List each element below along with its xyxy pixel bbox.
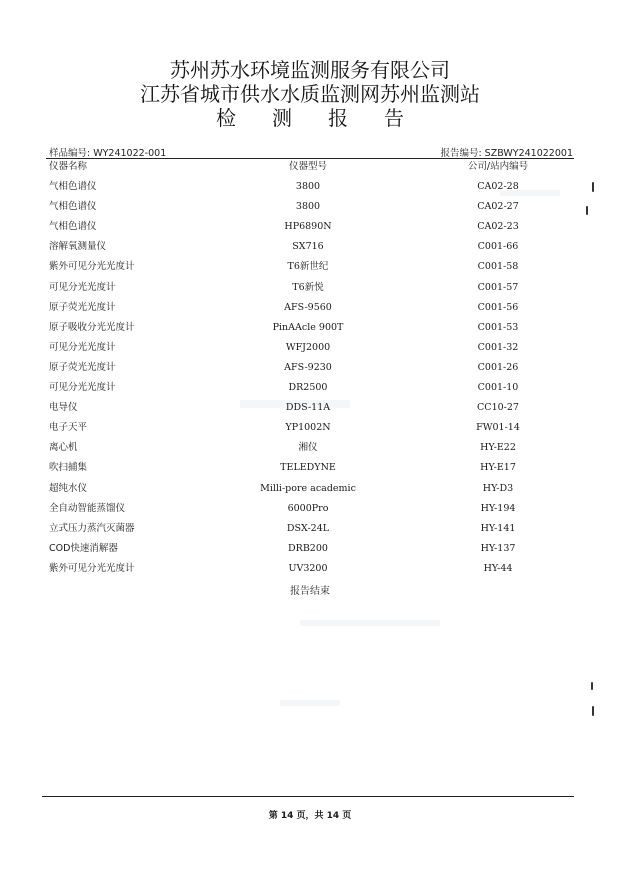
instrument-id: CA02-23 <box>477 221 519 233</box>
instrument-model: TELEDYNE <box>280 462 336 474</box>
table-row <box>46 519 574 539</box>
station-name: 江苏省城市供水水质监测网苏州监测站 <box>140 82 480 106</box>
instrument-id: C001-26 <box>477 361 519 373</box>
instrument-name: 气相色谱仪 <box>49 181 97 192</box>
column-header-name: 仪器名称 <box>49 161 88 172</box>
instrument-name: 全自动智能蒸馏仪 <box>49 502 126 514</box>
instrument-id: HY-194 <box>480 502 516 514</box>
instrument-model: HP6890N <box>284 221 332 233</box>
instrument-id: C001-10 <box>477 382 519 393</box>
instrument-id: CA02-28 <box>477 181 519 192</box>
instrument-model: PinAAcle 900T <box>272 321 344 333</box>
instrument-name: 吹扫捕集 <box>49 462 88 474</box>
instrument-id: FW01-14 <box>476 422 520 434</box>
instrument-model: UV3200 <box>288 562 328 574</box>
instrument-model: DSX-24L <box>286 522 330 534</box>
instrument-id: HY-E17 <box>480 462 516 474</box>
instrument-name: 气相色谱仪 <box>49 201 97 213</box>
page-number: 第 14 页，共 14 页 <box>268 811 352 821</box>
instrument-name: 溶解氧测量仪 <box>49 241 107 253</box>
instrument-id: C001-66 <box>477 241 519 253</box>
sample-number: 样品编号: WY241022-001 <box>49 148 167 159</box>
table-row <box>46 559 574 579</box>
instrument-id: HY-E22 <box>480 442 516 454</box>
instrument-model: 湘仪 <box>298 442 318 454</box>
column-header-id: 公司/站内编号 <box>467 161 529 172</box>
instrument-id: HY-137 <box>480 542 516 554</box>
instrument-model: Milli-pore academic <box>260 482 356 494</box>
punch-mark <box>586 206 588 215</box>
instrument-model: DR2500 <box>288 382 328 393</box>
table-row <box>46 177 574 197</box>
punch-mark <box>591 682 593 690</box>
table-row <box>46 458 574 478</box>
instrument-model: DRB200 <box>288 542 328 554</box>
instrument-name: 立式压力蒸汽灭菌器 <box>49 522 135 534</box>
instrument-name: 气相色谱仪 <box>49 221 97 233</box>
instrument-model: SX716 <box>292 241 324 253</box>
instrument-id: CA02-27 <box>477 201 519 213</box>
instrument-name: 可见分光光度计 <box>49 341 116 353</box>
instrument-id: HY-44 <box>483 562 513 574</box>
instrument-name: 电子天平 <box>49 422 88 434</box>
table-row <box>46 257 574 277</box>
table-row <box>46 338 574 358</box>
instrument-name: 电导仪 <box>49 402 78 414</box>
instrument-name: 原子荧光光度计 <box>49 361 116 373</box>
table-row <box>46 398 574 418</box>
punch-mark <box>592 182 594 192</box>
instrument-model: 3800 <box>295 181 321 192</box>
table-row <box>46 358 574 378</box>
table-row <box>46 217 574 237</box>
instrument-id: HY-D3 <box>482 482 514 494</box>
instrument-name: 可见分光光度计 <box>49 382 116 393</box>
punch-mark <box>592 706 594 716</box>
table-row <box>46 318 574 338</box>
instrument-name: 紫外可见分光光度计 <box>49 261 135 273</box>
instrument-id: HY-141 <box>480 522 516 534</box>
instrument-model: AFS-9560 <box>284 301 332 313</box>
table-row <box>46 197 574 217</box>
report-number: 报告编号: SZBWY241022001 <box>440 148 573 159</box>
instrument-id: C001-56 <box>477 301 519 313</box>
bleed-through-smudge <box>300 620 440 626</box>
instrument-model: 6000Pro <box>287 502 329 514</box>
company-name: 苏州苏水环境监测服务有限公司 <box>170 58 450 82</box>
table-row <box>46 438 574 458</box>
report-end-text: 报告结束 <box>290 586 330 597</box>
instrument-name: 紫外可见分光光度计 <box>49 562 135 574</box>
instrument-model: DDS-11A <box>285 402 331 414</box>
instrument-model: WFJ2000 <box>285 341 331 353</box>
instrument-model: YP1002N <box>285 422 331 434</box>
instrument-name: 超纯水仪 <box>49 482 88 494</box>
column-header-model: 仪器型号 <box>288 161 327 172</box>
instrument-name: 原子吸收分光光度计 <box>49 321 135 333</box>
table-row <box>46 479 574 499</box>
document-title: 检测报告 <box>216 106 440 130</box>
instrument-name: 原子荧光光度计 <box>49 301 116 313</box>
instrument-id: C001-58 <box>477 261 519 273</box>
instrument-model: 3800 <box>295 201 321 213</box>
table-row <box>46 499 574 519</box>
table-row <box>46 539 574 559</box>
instrument-model: T6新世纪 <box>287 261 329 273</box>
instrument-model: T6新悦 <box>292 281 324 293</box>
instrument-model: AFS-9230 <box>284 361 332 373</box>
instrument-id: C001-57 <box>477 281 519 293</box>
instrument-name: 离心机 <box>49 442 78 454</box>
table-row <box>46 237 574 257</box>
table-header <box>46 157 574 177</box>
footer-rule <box>42 796 574 797</box>
table-row <box>46 418 574 438</box>
table-row <box>46 298 574 318</box>
instrument-name: COD快速消解器 <box>49 542 118 554</box>
table-row <box>46 378 574 398</box>
bleed-through-smudge <box>280 700 340 706</box>
instrument-id: C001-32 <box>477 341 519 353</box>
instrument-id: C001-53 <box>477 321 519 333</box>
instrument-id: CC10-27 <box>477 402 519 414</box>
table-row <box>46 278 574 298</box>
instrument-name: 可见分光光度计 <box>49 281 116 293</box>
